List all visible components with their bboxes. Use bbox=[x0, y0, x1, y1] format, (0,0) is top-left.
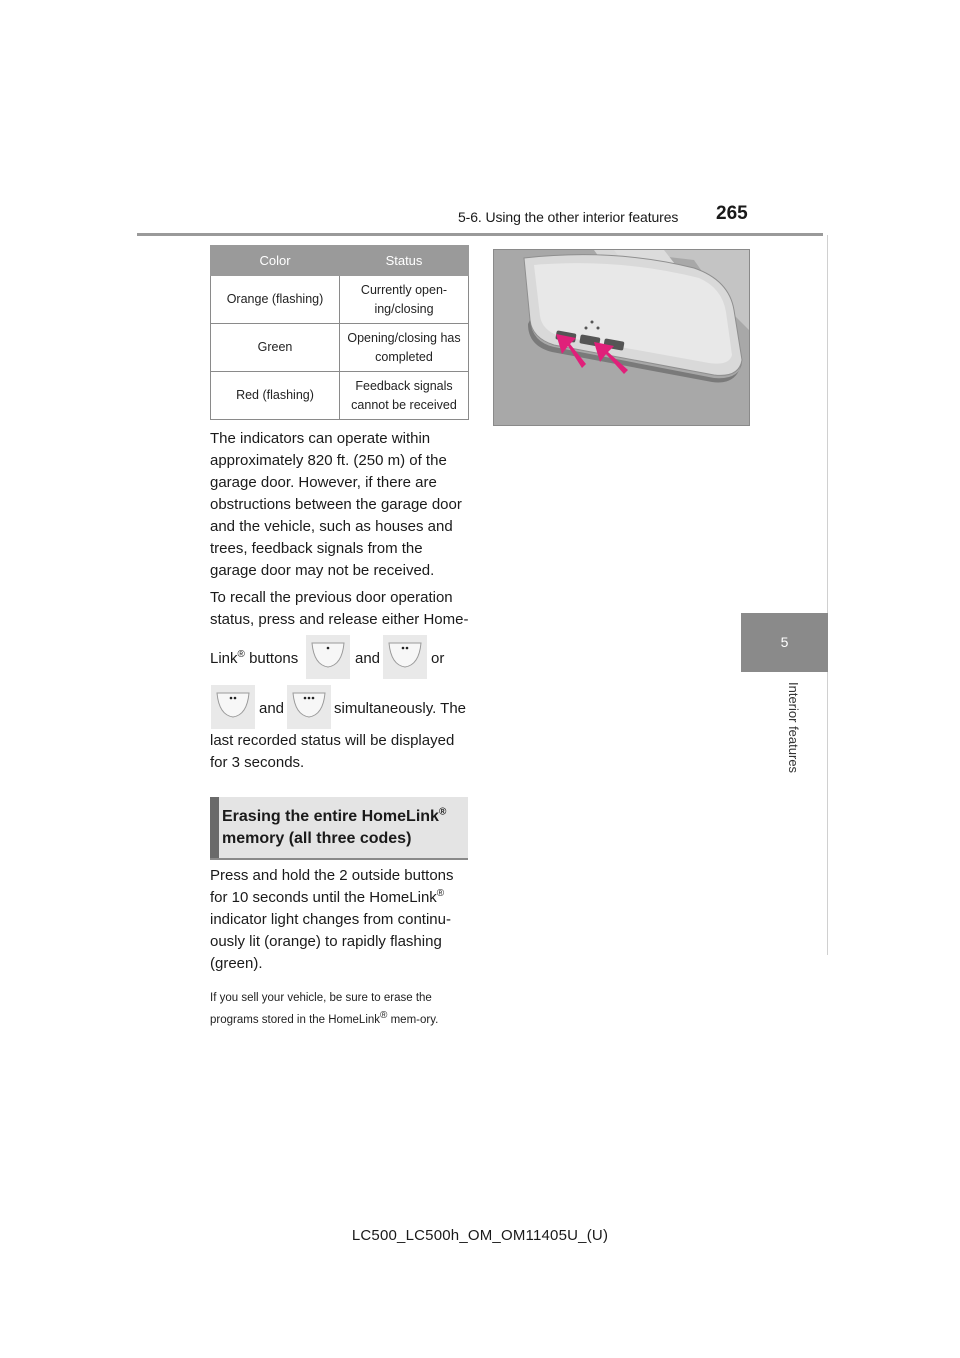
indicator-status-table bbox=[210, 245, 469, 420]
mirror-drawing bbox=[494, 250, 749, 425]
erase-paragraph bbox=[210, 865, 472, 975]
erase-body-part2: indicator light changes from continu-ously lit (orange) to rapidly flashing (green). bbox=[210, 911, 451, 972]
erase-heading-text bbox=[222, 806, 468, 850]
homelink-button-3-icon bbox=[287, 685, 331, 729]
column-header-status: Status bbox=[340, 246, 469, 276]
table-header-row bbox=[211, 246, 469, 276]
range-paragraph: The indicators can operate within approximately 820 ft. (250 m) of the garage door. However, if there are obstructions between the garage door and the vehicle, such as houses and trees, feedback signals from the garage door may not be received. bbox=[210, 430, 462, 579]
table-cell-color: Red (flashing) bbox=[211, 372, 340, 420]
recall-paragraph-tail: last recorded status will be displayed for 3 seconds. bbox=[210, 732, 455, 771]
registered-mark: ® bbox=[438, 806, 447, 818]
erase-body-part1: Press and hold the 2 outside buttons for 10 seconds until the HomeLink bbox=[210, 867, 454, 906]
heading-line-2: memory (all three codes) bbox=[222, 830, 412, 847]
homelink-button-1-icon bbox=[306, 635, 350, 679]
recall-buttons-text: buttons bbox=[244, 650, 299, 667]
table-row bbox=[211, 276, 469, 324]
homelink-button-2-icon bbox=[383, 635, 427, 679]
section-title: 5-6. Using the other interior features bbox=[458, 209, 679, 225]
recall-link-text: Link bbox=[210, 650, 238, 667]
recall-paragraph-intro: To recall the previous door operation status, press and release either Home- bbox=[210, 589, 469, 628]
table-cell-color: Orange (flashing) bbox=[211, 276, 340, 324]
table-row bbox=[211, 324, 469, 372]
manual-code-footer: LC500_LC500h_OM_OM11405U_(U) bbox=[351, 1227, 609, 1244]
note-part1: If you sell your vehicle, be sure to erase the programs stored in the HomeLink bbox=[210, 992, 432, 1026]
registered-mark: ® bbox=[436, 888, 445, 899]
erase-section-heading bbox=[210, 797, 468, 860]
table-cell-status: Opening/closing has completed bbox=[340, 324, 469, 372]
recall-or: or bbox=[431, 650, 445, 667]
side-divider bbox=[827, 235, 828, 955]
table-row bbox=[211, 372, 469, 420]
homelink-button-2-icon-b bbox=[211, 685, 255, 729]
rearview-mirror-illustration bbox=[493, 249, 750, 426]
column-header-color: Color bbox=[211, 246, 340, 276]
table-cell-status: Currently open-ing/closing bbox=[340, 276, 469, 324]
chapter-tab[interactable] bbox=[741, 613, 828, 672]
erase-note bbox=[210, 987, 472, 1031]
recall-and-2: and bbox=[259, 700, 285, 717]
note-part2: mem-ory. bbox=[387, 1014, 439, 1026]
chapter-label: Interior features bbox=[786, 682, 801, 774]
chapter-number: 5 bbox=[780, 634, 789, 650]
recall-and-1: and bbox=[355, 650, 381, 667]
recall-simultaneously: simultaneously. The bbox=[334, 700, 467, 717]
recall-line-buttons bbox=[210, 648, 298, 670]
registered-mark: ® bbox=[380, 1010, 388, 1022]
page-number: 265 bbox=[716, 203, 748, 224]
table-cell-status: Feedback signals cannot be received bbox=[340, 372, 469, 420]
header-divider bbox=[137, 233, 823, 236]
table-cell-color: Green bbox=[211, 324, 340, 372]
heading-accent-bar bbox=[210, 797, 219, 858]
heading-line-1: Erasing the entire HomeLink bbox=[222, 808, 439, 825]
registered-mark: ® bbox=[237, 649, 245, 660]
